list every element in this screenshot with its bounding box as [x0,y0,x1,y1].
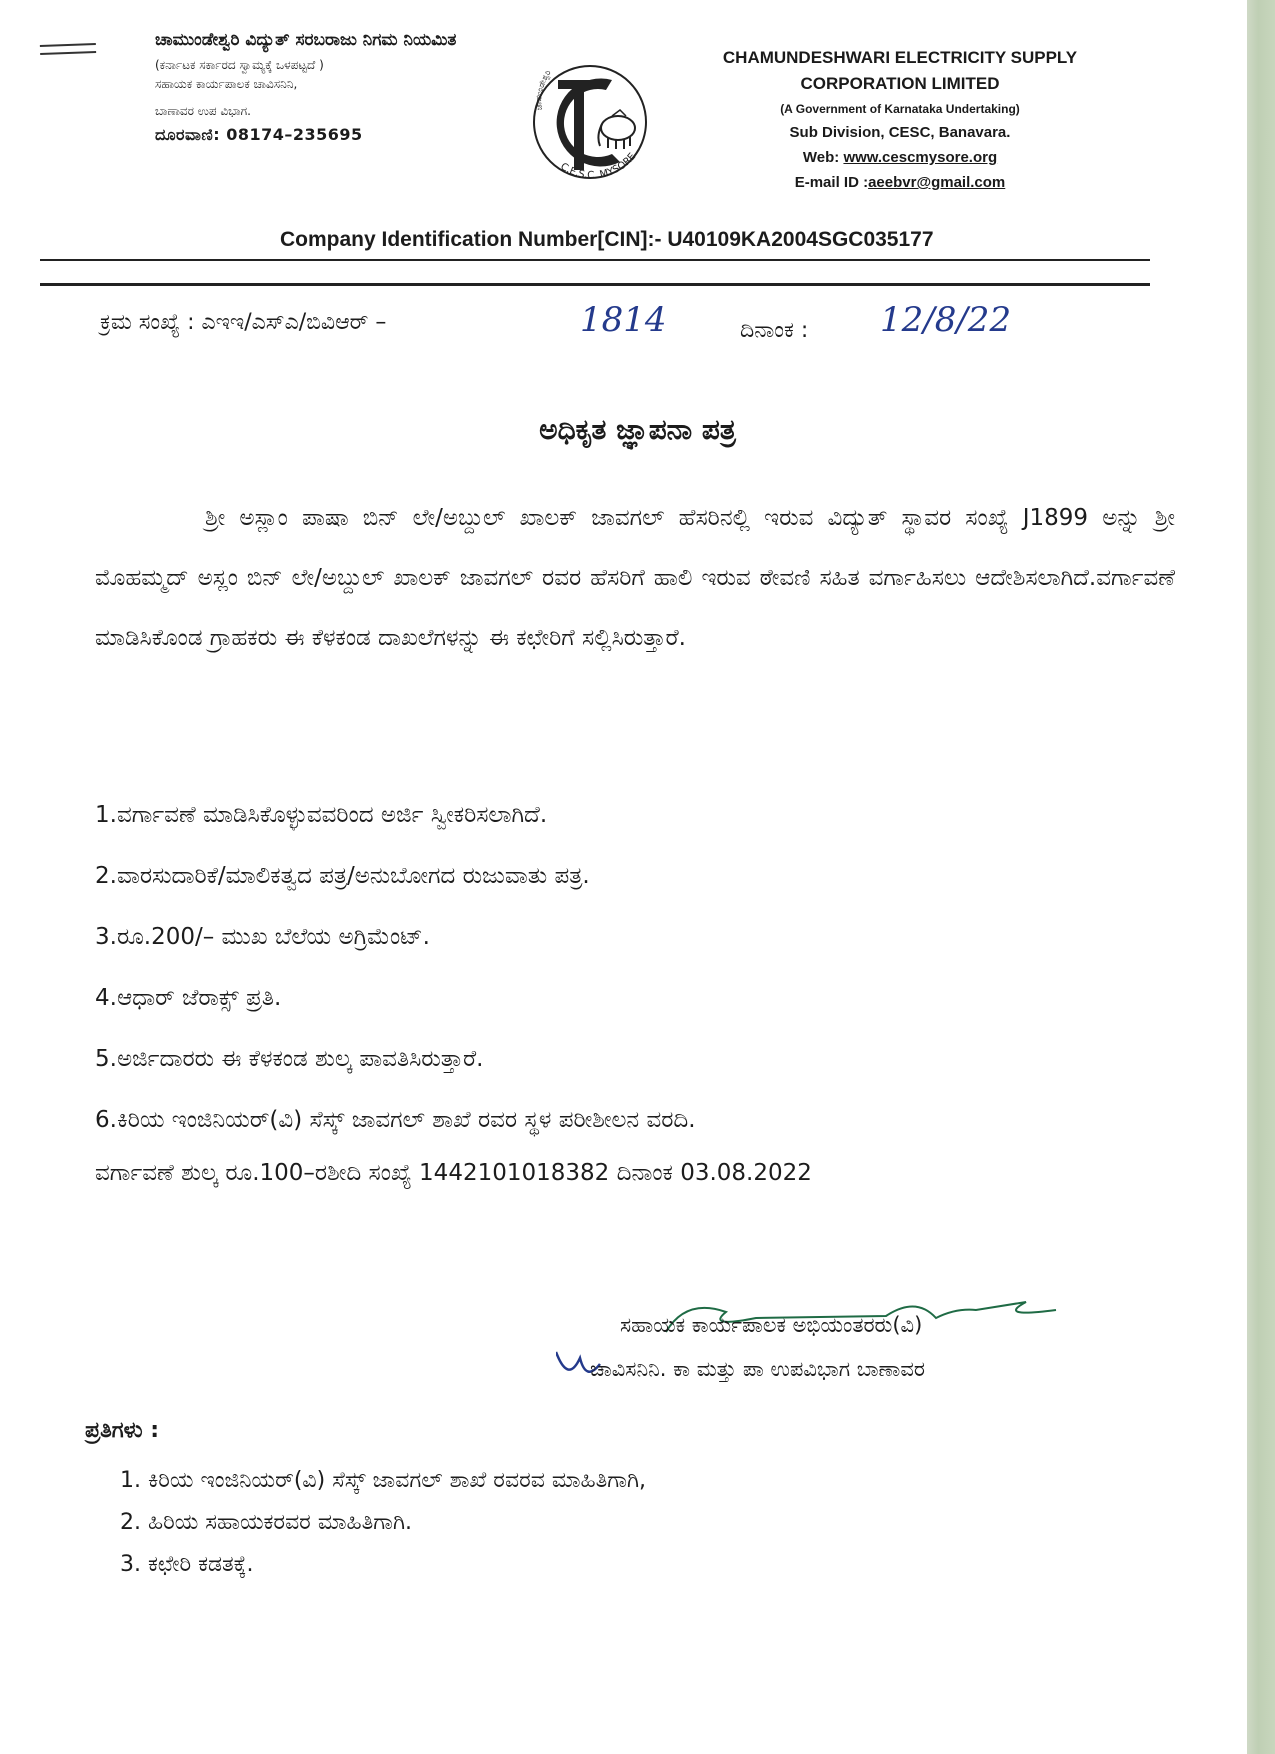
body-text: ಶ್ರೀ ಅಸ್ಲಾಂ ಪಾಷಾ ಬಿನ್ ಲೇ/ಅಬ್ದುಲ್ ಖಾಲಕ್ ಜಾವಗಲ್ ಹೆಸರಿನಲ್ಲಿ ಇರುವ ವಿದ್ಯುತ್ ಸ್ಥಾವರ ಸಂಖ್ಯೆ J1899 ಅನ್ನು ಶ್ರೀ ಮೊಹಮ್ಮದ್ ಅಸ್ಲಂ ಬಿನ್ ಲೇ/ಅಬ್ದುಲ್ ಖಾಲಕ್ ಜಾವಗಲ್ ರವರ ಹೆಸರಿಗೆ ಹಾಲಿ ಇರುವ ಠೇವಣಿ ಸಹಿತ ವರ್ಗಾಹಿಸಲು ಆದೇಶಿಸಲಾಗಿದೆ.ವರ್ಗಾವಣೆ ಮಾಡಿಸಿಕೊಂಡ ಗ್ರಾಹಕರು ಈ ಕೆಳಕಂಡ ದಾಖಲೆಗಳನ್ನು ಈ ಕಛೇರಿಗೆ ಸಲ್ಲಿಸಿರುತ್ತಾರೆ. [95,505,1175,651]
copies-list [120,1460,646,1586]
elephant-icon [598,110,635,149]
date-value: 12/8/22 [880,300,1012,340]
header-rule-top [40,259,1150,261]
org-name-kannada: ಚಾಮುಂಡೇಶ್ವರಿ ವಿದ್ಯುತ್ ಸರಬರಾಜು ನಿಗಮ ನಿಯಮಿತ [155,30,457,50]
scanner-edge [1247,0,1275,1754]
subdivision-kannada: ಬಾಣಾವರ ಉಪ ವಿಭಾಗ. [155,104,251,118]
list-item: 1.ವರ್ಗಾವಣೆ ಮಾಡಿಸಿಕೊಳ್ಳುವವರಿಂದ ಅರ್ಜಿ ಸ್ವೀಕರಿಸಲಾಗಿದೆ. [95,802,548,828]
email-link[interactable]: aeebvr@gmail.com [868,174,1006,191]
list-item: 5.ಅರ್ಜಿದಾರರು ಈ ಕೆಳಕಂಡ ಶುಲ್ಕ ಪಾವತಿಸಿರುತ್ತಾರೆ. [95,1046,484,1072]
reference-number: 1814 [580,300,667,340]
letter-title: ಅಧಿಕೃತ ಜ್ಞಾಪನಾ ಪತ್ರ [539,413,736,446]
web-link[interactable]: www.cescmysore.org [843,149,998,166]
list-item: 3. ಕಛೇರಿ ಕಡತಕ್ಕೆ. [120,1552,254,1577]
list-item: 2.ವಾರಸುದಾರಿಕೆ/ಮಾಲಿಕತ್ವದ ಪತ್ರ/ಅನುಬೋಗದ ರುಜುವಾತು ಪತ್ರ. [95,863,590,889]
list-item: 2. ಹಿರಿಯ ಸಹಾಯಕರವರ ಮಾಹಿತಿಗಾಗಿ. [120,1510,412,1535]
signatory-office: ಚಾವಿಸನಿನಿ. ಕಾ ಮತ್ತು ಪಾ ಉಪವಿಭಾಗ ಬಾಣಾವರ [590,1357,925,1381]
logo-arc-text: ಚಾಮುಂಡೇಶ್ವರಿ [533,68,553,111]
web-label: Web: [802,149,844,166]
email-line [700,174,1100,191]
phone-number: ದೂರವಾಣಿ: 08174–235695 [155,125,363,144]
date-label: ದಿನಾಂಕ : [740,318,809,343]
documents-list [95,785,1195,1151]
signatory-title: ಸಹಾಯಕ ಕಾರ್ಯಪಾಲಕ ಅಭಿಯಂತರರು(ವಿ) [620,1313,923,1337]
email-label: E-mail ID : [794,174,869,191]
list-item: 3.ರೂ.200/– ಮುಖ ಬೆಲೆಯ ಅಗ್ರಿಮೆಂಟ್. [95,924,430,950]
govt-note: (A Government of Karnataka Undertaking) [780,102,1020,116]
logo-c-shape [557,79,620,167]
office-kannada: ಸಹಾಯಕ ಕಾರ್ಯಪಾಲಕ ಚಾವಿಸನಿನಿ, [155,77,298,91]
subdivision: Sub Division, CESC, Banavara. [789,124,1011,141]
cesc-logo [520,50,660,190]
header-english [700,48,1100,191]
logo-caption: C.E.S.C. MYSORE [558,151,639,182]
web-line [700,149,1100,166]
list-item: 1. ಕಿರಿಯ ಇಂಜಿನಿಯರ್(ವಿ) ಸೆಸ್ಕ್ ಜಾವಗಲ್ ಶಾಖೆ ರವರವ ಮಾಹಿತಿಗಾಗಿ, [120,1468,646,1493]
fee-line: ವರ್ಗಾವಣೆ ಶುಲ್ಕ ರೂ.100–ರಶೀದಿ ಸಂಖ್ಯೆ 1442101018382 ದಿನಾಂಕ 03.08.2022 [95,1160,812,1186]
copies-heading: ಪ್ರತಿಗಳು : [85,1418,160,1443]
org-name-line1: CHAMUNDESHWARI ELECTRICITY SUPPLY [722,48,1078,67]
reference-label: ಕ್ರಮ ಸಂಖ್ಯೆ : ಎಇಇ/ಎಸ್ಎ/ಬಿವಿಆರ್ – [100,310,387,335]
list-item: 4.ಆಧಾರ್ ಜೆರಾಕ್ಸ್ ಪ್ರತಿ. [95,985,282,1011]
header-rule-bottom [40,283,1150,286]
corner-mark [40,43,96,55]
list-item: 6.ಕಿರಿಯ ಇಂಜಿನಿಯರ್(ವಿ) ಸೆಸ್ಕ್ ಜಾವಗಲ್ ಶಾಖೆ ರವರ ಸ್ಥಳ ಪರೀಶೀಲನ ವರದಿ. [95,1107,696,1133]
body-paragraph [95,488,1175,668]
govt-note-kannada: (ಕರ್ನಾಟಕ ಸರ್ಕಾರದ ಸ್ವಾಮ್ಯಕ್ಕೆ ಒಳಪಟ್ಟದೆ ) [155,58,324,72]
logo-t-stem [574,80,584,170]
header-kannada [155,30,530,145]
cin-number: Company Identification Number[CIN]:- U40109KA2004SGC035177 [280,228,934,251]
org-name-line2: CORPORATION LIMITED [800,74,1000,93]
